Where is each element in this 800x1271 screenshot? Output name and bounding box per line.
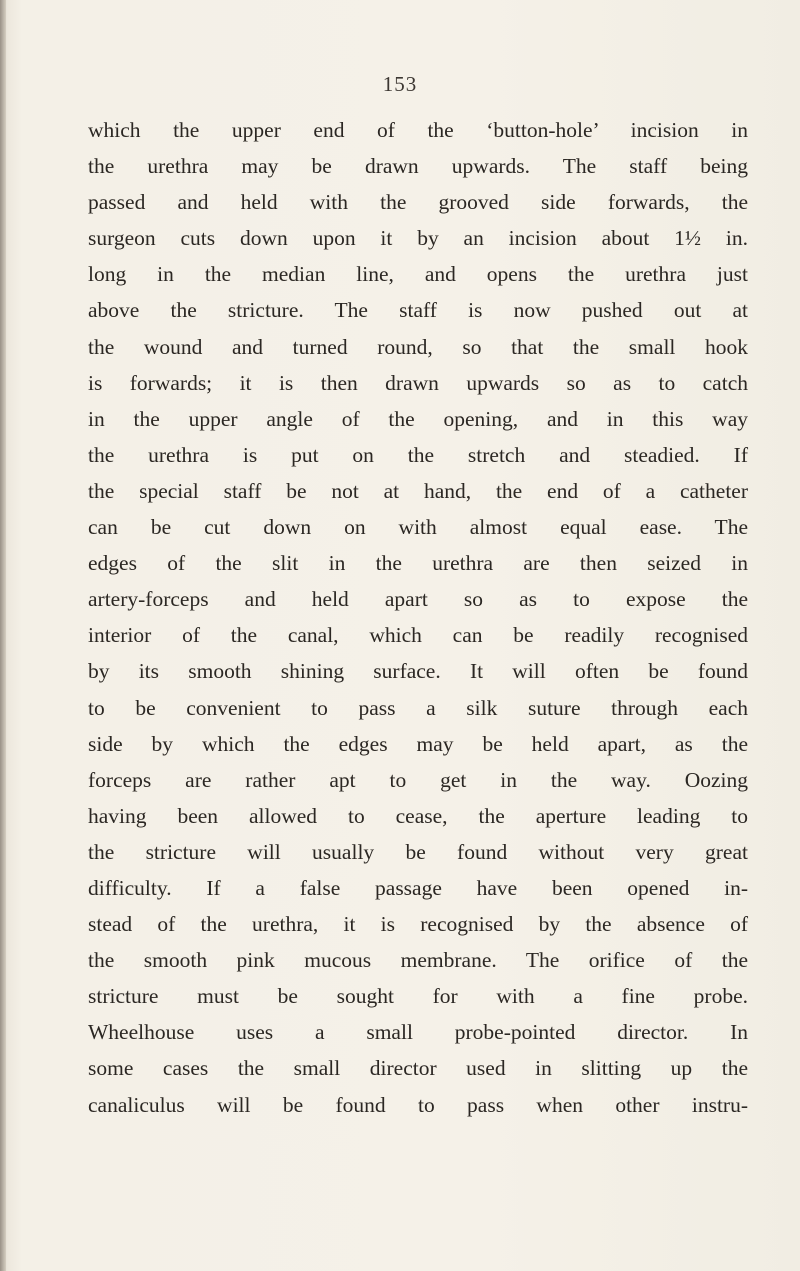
- text-line: some cases the small director used in slitting up the: [88, 1056, 748, 1081]
- text-line: difficulty. If a false passage have been opened in-: [88, 875, 748, 900]
- page-binding-edge: [0, 0, 6, 1271]
- text-line: long in the median line, and opens the urethra just: [88, 262, 748, 287]
- text-line: which the upper end of the ‘button-hole’ incision in: [88, 118, 748, 142]
- text-line: stricture must be sought for with a fine probe.: [88, 984, 748, 1009]
- text-line: the urethra may be drawn upwards. The staff being: [88, 154, 748, 179]
- text-line: the urethra is put on the stretch and steadied. If: [88, 442, 748, 467]
- text-line: to be convenient to pass a silk suture through each: [88, 695, 748, 720]
- text-line: side by which the edges may be held apart, as the: [88, 731, 748, 756]
- page-number: 153: [382, 72, 418, 96]
- text-line: by its smooth shining surface. It will often be found: [88, 659, 748, 684]
- text-line: passed and held with the grooved side forwards, the: [88, 190, 748, 215]
- text-line: artery-forceps and held apart so as to expose the: [88, 587, 748, 612]
- text-line: the wound and turned round, so that the small hook: [88, 334, 748, 359]
- text-line: canaliculus will be found to pass when other instru-: [88, 1092, 748, 1117]
- text-line: surgeon cuts down upon it by an incision about 1½ in.: [88, 226, 748, 251]
- text-line: in the upper angle of the opening, and in this way: [88, 406, 748, 431]
- text-line: can be cut down on with almost equal ease. The: [88, 515, 748, 540]
- text-line: edges of the slit in the urethra are then seized in: [88, 551, 748, 576]
- text-line: interior of the canal, which can be readily recognised: [88, 623, 748, 648]
- text-line: above the stricture. The staff is now pushed out at: [88, 298, 748, 323]
- text-line: the stricture will usually be found without very great: [88, 839, 748, 864]
- body-text: [88, 112, 748, 1123]
- text-line: is forwards; it is then drawn upwards so as to catch: [88, 370, 748, 395]
- text-line: Wheelhouse uses a small probe-pointed director. In: [88, 1020, 748, 1045]
- text-line: the special staff be not at hand, the end of a catheter: [88, 478, 748, 503]
- text-line: the smooth pink mucous membrane. The orifice of the: [88, 948, 748, 973]
- text-line: stead of the urethra, it is recognised by the absence of: [88, 912, 748, 937]
- text-line: having been allowed to cease, the aperture leading to: [88, 803, 748, 828]
- text-line: forceps are rather apt to get in the way. Oozing: [88, 767, 748, 792]
